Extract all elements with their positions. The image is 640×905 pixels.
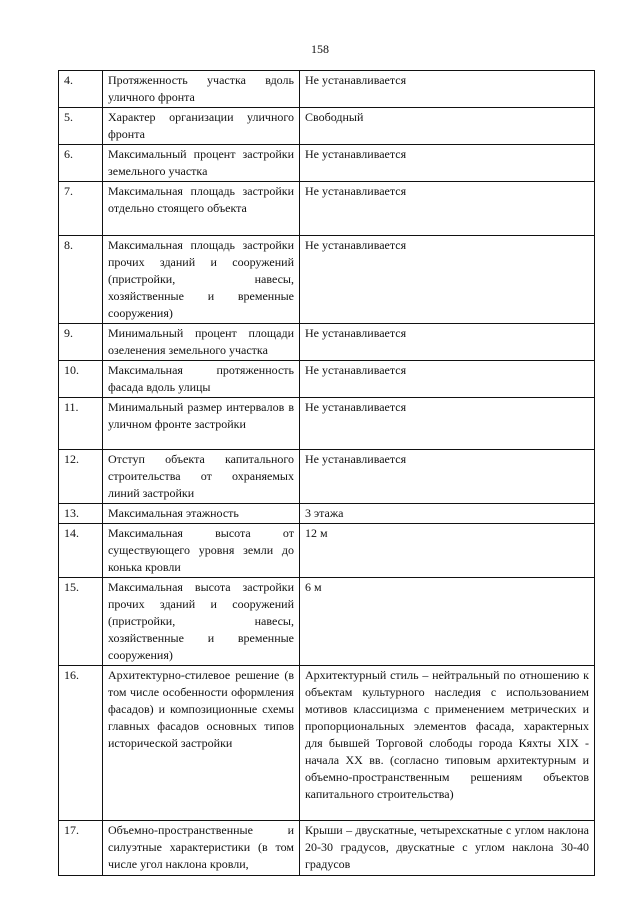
parameter-value: Не устанавливается <box>300 236 595 324</box>
row-number: 11. <box>59 398 103 450</box>
table-row <box>59 145 595 182</box>
parameter-name: Характер организации уличного фронта <box>103 108 300 145</box>
table-row <box>59 182 595 236</box>
parameter-value: Не устанавливается <box>300 324 595 361</box>
parameter-name: Максимальный процент застройки земельного участка <box>103 145 300 182</box>
row-number: 14. <box>59 524 103 578</box>
table-row <box>59 504 595 524</box>
row-number: 4. <box>59 71 103 108</box>
parameter-name: Максимальная площадь застройки отдельно стоящего объекта <box>103 182 300 236</box>
parameter-name: Минимальный размер интервалов в уличном фронте застройки <box>103 398 300 450</box>
row-number: 7. <box>59 182 103 236</box>
parameter-value: 6 м <box>300 578 595 666</box>
parameter-value: 3 этажа <box>300 504 595 524</box>
parameter-name: Максимальная площадь застройки прочих зданий и сооружений (пристройки, навесы, хозяйственные и временные сооружения) <box>103 236 300 324</box>
row-number: 5. <box>59 108 103 145</box>
table-row <box>59 108 595 145</box>
table-row <box>59 398 595 450</box>
row-number: 13. <box>59 504 103 524</box>
parameter-name: Максимальная протяженность фасада вдоль улицы <box>103 361 300 398</box>
parameter-name: Минимальный процент площади озеленения земельного участка <box>103 324 300 361</box>
table-row <box>59 324 595 361</box>
parameter-value: Архитектурный стиль – нейтральный по отношению к объектам культурного наследия с использованием мотивов классицизма с применением метрических и пропорциональных элементов фасада, характерных для бывшей Торговой слободы города Кяхты XIX - начала XX вв. (согласно типовым архитектурным и объемно-пространственным решениям объектов капитального строительства) <box>300 666 595 821</box>
parameter-name: Максимальная этажность <box>103 504 300 524</box>
parameter-value: Крыши – двускатные, четырехскатные с углом наклона 20-30 градусов, двускатные с углом наклона 30-40 градусов <box>300 821 595 876</box>
table-row <box>59 666 595 821</box>
table-row <box>59 578 595 666</box>
row-number: 16. <box>59 666 103 821</box>
parameter-name: Архитектурно-стилевое решение (в том числе особенности оформления фасадов) и композиционные схемы главных фасадов основных типов исторической застройки <box>103 666 300 821</box>
parameter-name: Максимальная высота от существующего уровня земли до конька кровли <box>103 524 300 578</box>
row-number: 8. <box>59 236 103 324</box>
parameter-value: Не устанавливается <box>300 361 595 398</box>
parameter-value: Свободный <box>300 108 595 145</box>
table-row <box>59 524 595 578</box>
parameter-value: Не устанавливается <box>300 450 595 504</box>
parameter-name: Максимальная высота застройки прочих зданий и сооружений (пристройки, навесы, хозяйственные и временные сооружения) <box>103 578 300 666</box>
page-number: 158 <box>311 42 329 56</box>
row-number: 17. <box>59 821 103 876</box>
row-number: 10. <box>59 361 103 398</box>
row-number: 9. <box>59 324 103 361</box>
parameter-value: Не устанавливается <box>300 71 595 108</box>
parameter-value: Не устанавливается <box>300 398 595 450</box>
regulations-table <box>58 70 595 876</box>
parameter-name: Отступ объекта капитального строительства от охраняемых линий застройки <box>103 450 300 504</box>
parameter-name: Протяженность участка вдоль уличного фронта <box>103 71 300 108</box>
parameter-value: Не устанавливается <box>300 145 595 182</box>
table-row <box>59 71 595 108</box>
table-row <box>59 450 595 504</box>
table-row <box>59 821 595 876</box>
parameter-value: Не устанавливается <box>300 182 595 236</box>
row-number: 12. <box>59 450 103 504</box>
row-number: 15. <box>59 578 103 666</box>
row-number: 6. <box>59 145 103 182</box>
table-row <box>59 236 595 324</box>
parameter-name: Объемно-пространственные и силуэтные характеристики (в том числе угол наклона кровли, <box>103 821 300 876</box>
table-row <box>59 361 595 398</box>
parameter-value: 12 м <box>300 524 595 578</box>
